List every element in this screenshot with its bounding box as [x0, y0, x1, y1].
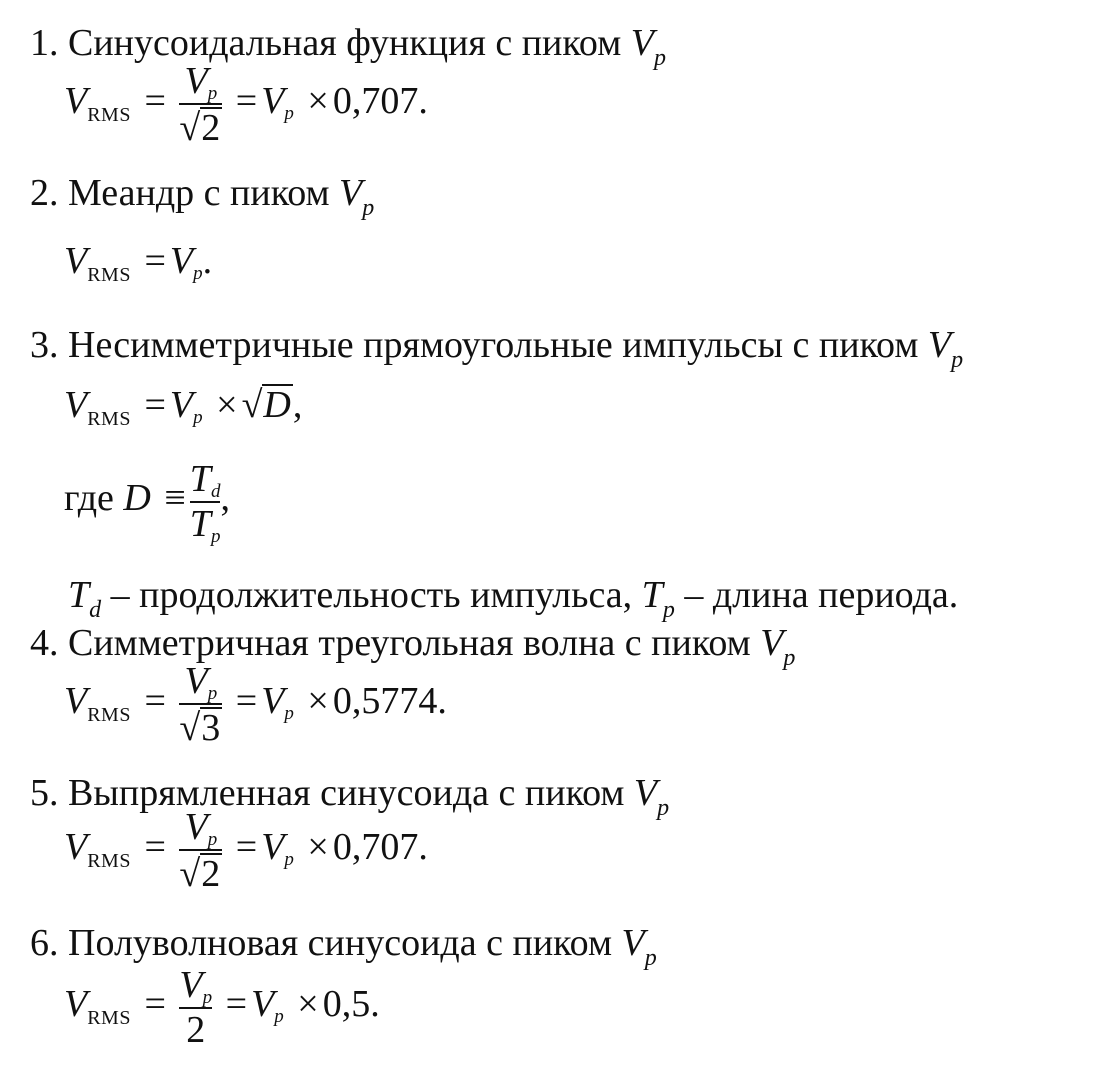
- symbol-p: p: [207, 83, 218, 104]
- item-number: 4.: [30, 622, 59, 664]
- symbol-v: V: [179, 964, 203, 1006]
- denominator: 2: [186, 1009, 206, 1051]
- formula-1: [64, 62, 428, 147]
- equals-sign: =: [144, 826, 166, 869]
- symbol-p: p: [193, 407, 203, 428]
- symbol-v: V: [184, 806, 208, 848]
- equiv-sign: ≡: [164, 477, 186, 520]
- where-word: где: [64, 477, 114, 520]
- formula-value: 0,5774.: [332, 680, 447, 723]
- symbol-p: p: [657, 795, 670, 821]
- times-sign: ×: [307, 826, 329, 869]
- symbol-p: p: [210, 526, 221, 547]
- fraction: [179, 966, 212, 1049]
- symbol-v: V: [64, 680, 88, 723]
- symbol-v: V: [184, 60, 208, 102]
- symbol-rms: RMS: [87, 104, 131, 127]
- symbol-rms: RMS: [87, 408, 131, 430]
- symbol-v: V: [184, 660, 208, 702]
- symbol-v: V: [251, 983, 275, 1026]
- item-title: Несимметричные прямоугольные импульсы с пиком: [68, 324, 919, 366]
- symbol-d-sub: d: [210, 481, 221, 502]
- symbol-t: T: [189, 458, 211, 500]
- symbol-p: p: [274, 1006, 284, 1028]
- item-title: Симметричная треугольная волна с пиком: [68, 622, 751, 664]
- symbol-p: p: [284, 849, 294, 871]
- item-3-heading: [30, 324, 964, 373]
- symbol-v: V: [621, 922, 645, 964]
- sqrt-sign: √: [179, 853, 201, 895]
- equals-sign: =: [225, 983, 248, 1026]
- times-sign: ×: [307, 80, 329, 123]
- symbol-t: T: [189, 503, 211, 545]
- symbol-p: p: [653, 45, 666, 71]
- symbol-v: V: [169, 240, 194, 282]
- symbol-v: V: [630, 22, 654, 64]
- times-sign: ×: [297, 983, 319, 1026]
- item-number: 2.: [30, 172, 59, 214]
- item-number: 5.: [30, 772, 59, 814]
- item-title: Меандр с пиком: [68, 172, 330, 214]
- item-5-heading: [30, 772, 670, 821]
- symbol-v: V: [64, 826, 88, 869]
- item-4-heading: [30, 622, 796, 671]
- symbol-p: p: [783, 645, 796, 671]
- sqrt-sign: √: [179, 707, 201, 749]
- item-2-heading: [30, 172, 375, 221]
- symbol-rms: RMS: [87, 264, 131, 286]
- equals-sign: =: [144, 680, 166, 723]
- equals-sign: =: [144, 80, 166, 123]
- item-title: Синусоидальная функция с пиком: [68, 22, 622, 64]
- symbol-p: p: [207, 683, 218, 704]
- symbol-v: V: [261, 826, 285, 869]
- symbol-t: T: [641, 574, 663, 616]
- symbol-p: p: [362, 195, 375, 221]
- symbol-v: V: [339, 172, 363, 214]
- period: .: [202, 240, 213, 282]
- times-sign: ×: [216, 384, 238, 426]
- radicand: 2: [201, 107, 221, 149]
- formula-3-where: [64, 458, 230, 547]
- symbol-p: p: [644, 945, 657, 971]
- symbol-v: V: [633, 772, 658, 814]
- sqrt-sign: √: [241, 384, 263, 426]
- fraction: [179, 808, 222, 893]
- comma: ,: [220, 477, 230, 520]
- symbol-p: p: [284, 103, 294, 125]
- symbol-v: V: [261, 80, 285, 123]
- tp-description: – длина периода.: [674, 574, 959, 616]
- radicand: 3: [201, 707, 221, 749]
- formula-5: [64, 808, 428, 893]
- symbol-v: V: [927, 324, 952, 366]
- equals-sign: =: [144, 983, 166, 1026]
- item-number: 6.: [30, 922, 59, 964]
- times-sign: ×: [307, 680, 329, 723]
- symbol-p: p: [284, 703, 294, 725]
- symbol-p: p: [202, 987, 213, 1008]
- item-title: Полуволновая синусоида с пиком: [68, 922, 613, 964]
- symbol-p: p: [207, 829, 218, 850]
- symbol-p: p: [662, 597, 675, 623]
- symbol-v: V: [760, 622, 784, 664]
- symbol-d: D: [123, 477, 151, 520]
- symbol-v: V: [261, 680, 285, 723]
- symbol-rms: RMS: [87, 1007, 131, 1030]
- symbol-v: V: [64, 240, 88, 282]
- item-1-heading: [30, 22, 666, 71]
- formula-3-legend: [68, 574, 959, 623]
- sqrt-sign: √: [179, 107, 201, 149]
- equals-sign: =: [235, 826, 258, 869]
- symbol-t: T: [68, 574, 90, 616]
- fraction: [179, 62, 222, 147]
- sqrt-d: [242, 384, 293, 424]
- symbol-p: p: [951, 347, 964, 373]
- equals-sign: =: [235, 80, 258, 123]
- formula-value: 0,707.: [332, 826, 428, 869]
- formula-2: [64, 240, 213, 286]
- symbol-rms: RMS: [87, 850, 131, 873]
- symbol-p: p: [193, 263, 203, 284]
- item-number: 3.: [30, 324, 59, 366]
- symbol-v: V: [64, 80, 88, 123]
- equals-sign: =: [235, 680, 258, 723]
- fraction: [179, 662, 222, 747]
- item-title: Выпрямленная синусоида с пиком: [68, 772, 625, 814]
- equals-sign: =: [144, 384, 166, 426]
- td-description: – продолжительность импульса,: [101, 574, 642, 616]
- equals-sign: =: [144, 240, 166, 282]
- formula-3: [64, 384, 303, 430]
- symbol-v: V: [169, 384, 194, 426]
- radicand: 2: [201, 853, 221, 895]
- symbol-d: D: [263, 384, 291, 426]
- item-number: 1.: [30, 22, 59, 64]
- symbol-v: V: [64, 983, 88, 1026]
- formula-value: 0,707.: [332, 80, 428, 123]
- formula-6: [64, 966, 380, 1049]
- formula-4: [64, 662, 447, 747]
- formula-value: 0,5.: [322, 983, 380, 1026]
- symbol-rms: RMS: [87, 704, 131, 727]
- symbol-v: V: [64, 384, 88, 426]
- item-6-heading: [30, 922, 657, 971]
- symbol-d-sub: d: [89, 597, 102, 623]
- comma: ,: [292, 384, 303, 426]
- fraction: [189, 458, 221, 547]
